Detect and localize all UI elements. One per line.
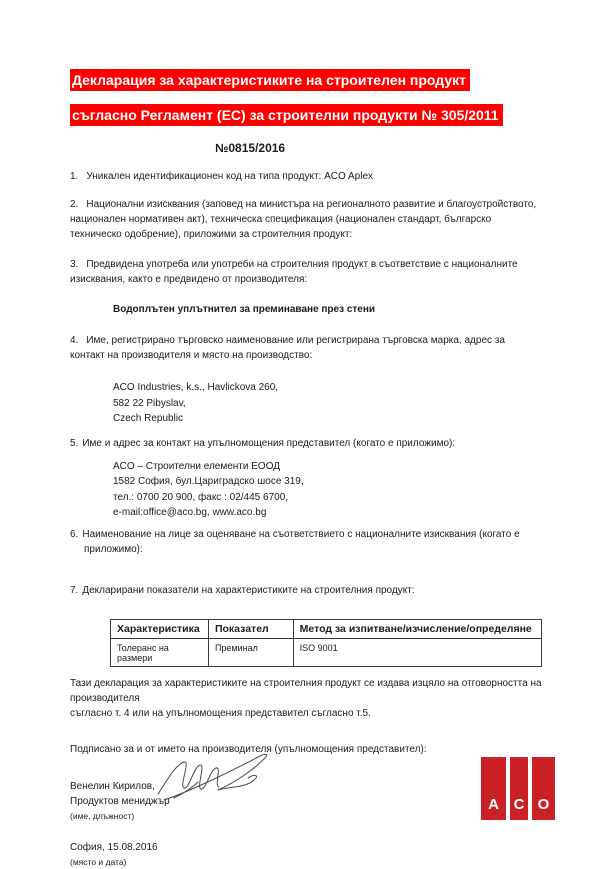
table-cell-indicator: Преминал [208, 638, 293, 666]
item-5-text: Име и адрес за контакт на упълномощения представител (когато е приложимо): [82, 437, 456, 449]
item-7-number: 7. [70, 584, 79, 596]
item-6-text: Наименование на лице за оценяване на съответствието с националните изисквания (когато е приложимо): [82, 528, 520, 555]
item-3 [70, 257, 542, 287]
representative-address-line: e-mail:office@aco.bg, www.aco.bg [113, 507, 267, 519]
representative-address-line: тел.: 0700 20 900, факс : 02/445 6700, [113, 491, 289, 503]
aco-logo-bar-a: A [481, 757, 506, 820]
item-2-text: Национални изисквания (заповед на министъра на регионалното развитие и благоустройството, национален нормативен акт), техническа спецификация (национален стандарт, българско техническо одобрение), приложими за строителния продукт: [70, 199, 537, 241]
document-title-line-2 [70, 105, 542, 127]
table-header-indicator: Показател [208, 619, 293, 638]
place-date-label: (място и дата) [70, 856, 127, 867]
document-number: №0815/2016 [215, 141, 286, 156]
signed-for-statement: Подписано за и от името на производителя (упълномощения представител): [70, 743, 427, 755]
table-row [111, 638, 542, 666]
manufacturer-address-line: ACO Industries, k.s., Havlickova 260, [113, 382, 279, 394]
table-header-method: Метод за изпитване/изчисление/определяне [293, 619, 541, 638]
responsibility-statement-line: Тази декларация за характеристиките на строителния продукт се издава изцяло на отговорността на [70, 677, 542, 689]
item-4-text: Име, регистрирано търговско наименование или регистрирана търговска марка, адрес за контакт на производителя и място на производство: [70, 335, 505, 362]
intended-use-value: Водоплътен уплътнител за преминаване през стени [113, 304, 376, 316]
item-4 [70, 333, 542, 363]
manufacturer-address-line: 582 22 Pibyslav, [113, 397, 186, 409]
place-and-date: София, 15.08.2016 [70, 841, 158, 853]
signatory-position: Продуктов мениджър [70, 795, 170, 807]
item-6 [70, 527, 542, 557]
aco-logo-bar-c: C [510, 757, 528, 820]
item-5 [70, 436, 542, 451]
item-2-number: 2. [70, 199, 79, 211]
representative-address-line: 1582 София, бул.Цариградско шосе 319, [113, 476, 304, 488]
aco-logo-bar-o: O [532, 757, 555, 820]
title-highlight: Декларация за характеристиките на строителен продукт [70, 69, 470, 91]
responsibility-statement-line: съгласно т. 4 или на упълномощения представител съгласно т.5. [70, 707, 371, 719]
item-7-text: Декларирани показатели на характеристиките на строителния продукт: [82, 584, 415, 596]
performance-table-header-row [111, 619, 542, 638]
item-6-number: 6. [70, 528, 79, 540]
item-1 [70, 169, 542, 184]
item-3-number: 3. [70, 259, 79, 271]
representative-address-line: ACO – Строителни елементи ЕООД [113, 460, 281, 472]
manufacturer-address [113, 380, 542, 427]
representative-address [113, 459, 542, 521]
table-cell-method: ISO 9001 [293, 638, 541, 666]
manufacturer-address-line: Czech Republic [113, 413, 184, 425]
responsibility-statement [70, 676, 542, 721]
item-2 [70, 197, 542, 242]
name-position-label: (име, длъжност) [70, 810, 135, 821]
item-5-number: 5. [70, 437, 79, 449]
table-header-characteristic: Характеристика [111, 619, 209, 638]
title-highlight: съгласно Регламент (ЕС) за строителни продукти № 305/2011 [70, 104, 503, 126]
table-cell-characteristic: Толеранс на размери [111, 638, 209, 666]
document-title-line-1 [70, 70, 542, 92]
performance-table [110, 619, 542, 667]
item-4-number: 4. [70, 335, 79, 347]
item-1-text: Уникален идентификационен код на типа продукт: ACO Aplex [86, 171, 374, 183]
signatory-name: Венелин Кирилов, [70, 780, 155, 792]
responsibility-statement-line: производителя [70, 692, 140, 704]
item-1-number: 1. [70, 171, 79, 183]
item-7 [70, 583, 542, 598]
aco-logo [481, 757, 555, 820]
item-3-text: Предвидена употреба или употреби на строителния продукт в съответствие с националните изисквания, както е предвидено от производителя: [70, 259, 518, 286]
handwritten-signature-image [148, 748, 276, 810]
